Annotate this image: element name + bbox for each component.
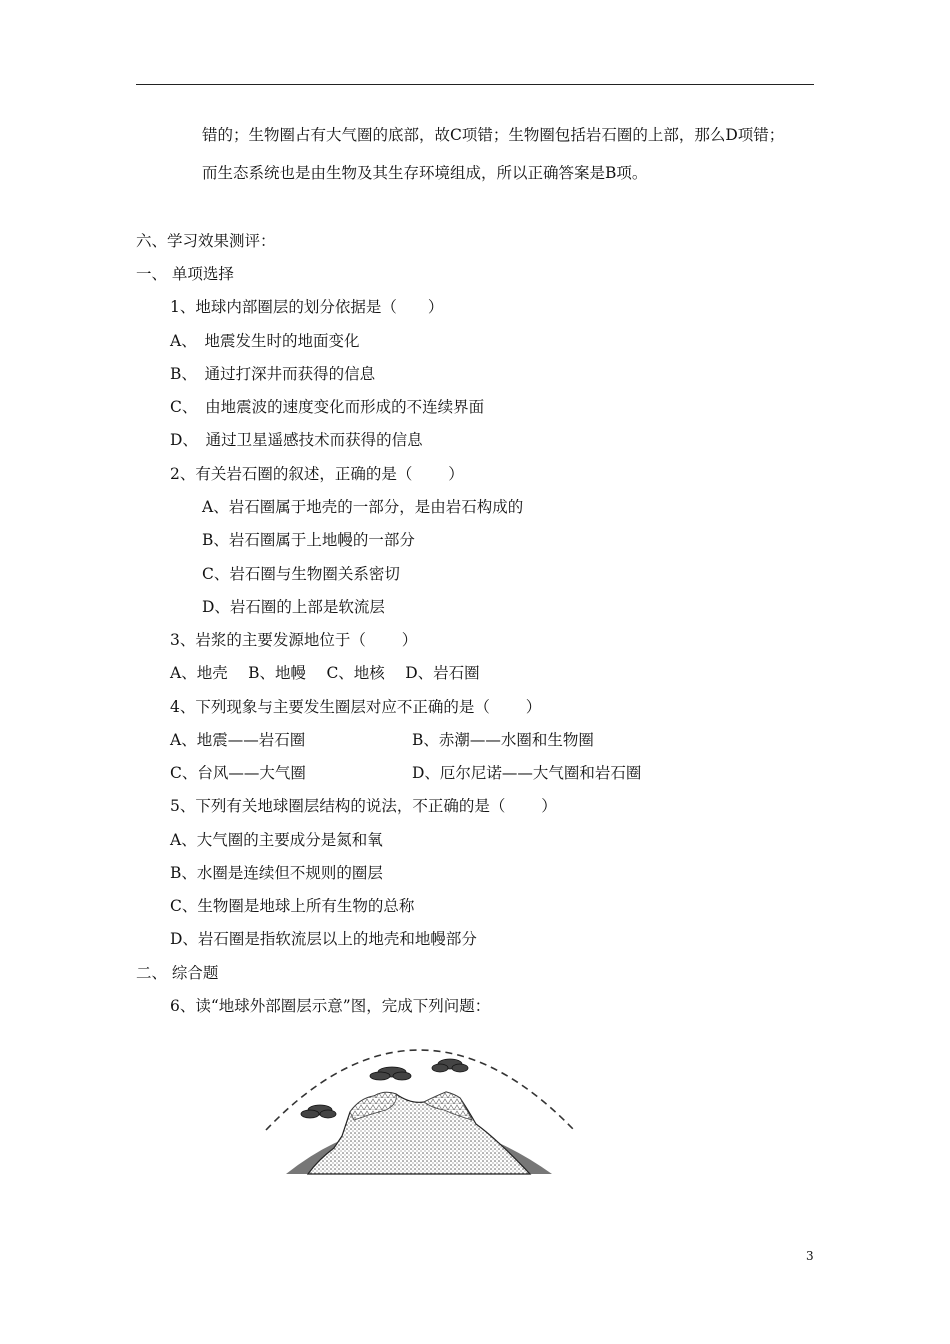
q5-option-a: A、大气圈的主要成分是氮和氧 xyxy=(170,831,383,849)
q1-option-a: A、 地震发生时的地面变化 xyxy=(170,332,360,350)
q4-option-c: C、台风——大气圈 xyxy=(170,764,306,782)
part2-title: 二、 综合题 xyxy=(136,964,219,982)
q3-options: A、地壳 B、地幔 C、地核 D、岩石圈 xyxy=(170,664,480,682)
cloud-middle xyxy=(370,1067,411,1080)
q4-option-a: A、地震——岩石圈 xyxy=(170,731,306,749)
page-number: 3 xyxy=(806,1249,814,1263)
q5-option-d: D、岩石圈是指软流层以上的地壳和地幔部分 xyxy=(170,930,477,948)
header-rule xyxy=(136,84,814,85)
part1-title: 一、 单项选择 xyxy=(136,265,234,283)
q1-option-c: C、 由地震波的速度变化而形成的不连续界面 xyxy=(170,398,485,416)
q2-option-d: D、岩石圈的上部是软流层 xyxy=(202,598,385,616)
q5-stem: 5、下列有关地球圈层结构的说法，不正确的是（ ） xyxy=(170,797,557,815)
cloud-right xyxy=(432,1059,468,1072)
q4-stem: 4、下列现象与主要发生圈层对应不正确的是（ ） xyxy=(170,698,542,716)
q4-option-d: D、厄尔尼诺——大气圈和岩石圈 xyxy=(412,764,642,782)
q2-option-b: B、岩石圈属于上地幔的一部分 xyxy=(202,531,415,549)
q6-stem: 6、读“地球外部圈层示意”图，完成下列问题： xyxy=(170,997,491,1015)
q2-option-a: A、岩石圈属于地壳的一部分，是由岩石构成的 xyxy=(202,498,524,516)
q5-option-c: C、生物圈是地球上所有生物的总称 xyxy=(170,897,415,915)
q4-option-b: B、赤潮——水圈和生物圈 xyxy=(412,731,594,749)
q2-option-c: C、岩石圈与生物圈关系密切 xyxy=(202,565,400,583)
paragraph-line-1: 错的；生物圈占有大气圈的底部，故C项错；生物圈包括岩石圈的上部，那么D项错； xyxy=(202,126,785,144)
land-mass xyxy=(308,1092,530,1174)
cloud-left xyxy=(301,1105,336,1118)
q5-option-b: B、水圈是连续但不规则的圈层 xyxy=(170,864,383,882)
paragraph-line-2: 而生态系统也是由生物及其生存环境组成，所以正确答案是B项。 xyxy=(202,164,648,182)
earth-outer-spheres-figure xyxy=(262,1032,576,1182)
q1-stem: 1、地球内部圈层的划分依据是（ ） xyxy=(170,298,444,316)
q1-option-b: B、 通过打深井而获得的信息 xyxy=(170,365,376,383)
q3-stem: 3、岩浆的主要发源地位于（ ） xyxy=(170,631,418,649)
q2-stem: 2、有关岩石圈的叙述，正确的是（ ） xyxy=(170,465,464,483)
q1-option-d: D、 通过卫星遥感技术而获得的信息 xyxy=(170,431,423,449)
section-title: 六、学习效果测评： xyxy=(136,232,276,250)
